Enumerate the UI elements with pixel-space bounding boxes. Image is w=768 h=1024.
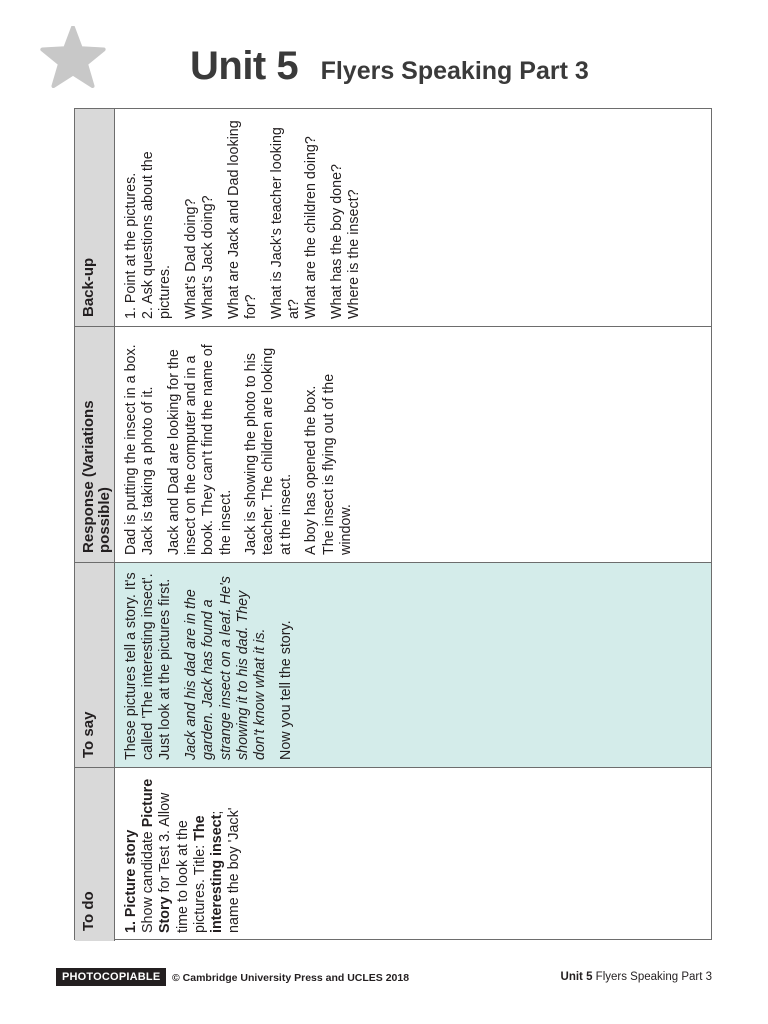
unit-title: Unit 5	[190, 44, 299, 88]
column-response	[75, 326, 711, 563]
column-backup	[75, 109, 711, 327]
page-title	[190, 44, 589, 89]
header-to-say-label: To say	[80, 711, 97, 758]
response-text: A boy has opened the box.	[303, 385, 320, 555]
column-to-do	[75, 767, 711, 941]
header-response-label: Response (Variations possible)	[80, 400, 113, 553]
backup-question: What are the children doing?	[303, 136, 320, 319]
star-icon	[40, 26, 106, 88]
unit-subtitle: Flyers Speaking Part 3	[320, 57, 589, 85]
to-do-instructions: Show candidate Picture Story for Test 3. Allow time to look at the pictures. Title: The interesting insect; name the boy 'Jack'	[140, 778, 243, 933]
cell-backup	[115, 109, 711, 327]
copyright-text: © Cambridge University Press and UCLES 2018	[172, 972, 410, 984]
header-to-do-label: To do	[80, 891, 97, 931]
backup-question: What has the boy done?	[329, 164, 346, 319]
backup-question: What are Jack and Dad looking for?	[226, 120, 260, 319]
to-say-intro: These pictures tell a story. It's called 'The interesting insect'. Just look at the pictures first.	[123, 572, 174, 760]
speaking-table	[74, 108, 712, 940]
response-text: Jack and Dad are looking for the insect on the computer and in a book. They can't find the name of the insect.	[165, 344, 234, 555]
footer-unit-label: Unit 5 Flyers Speaking Part 3	[560, 971, 712, 983]
cell-to-say	[115, 563, 711, 768]
backup-step-1: 1. Point at the pictures.	[123, 172, 139, 319]
photocopiable-badge: PHOTOCOPIABLE	[56, 968, 166, 986]
to-do-heading: 1. Picture story	[123, 829, 139, 933]
header-backup-label: Back-up	[80, 257, 97, 317]
to-say-story: Jack and his dad are in the garden. Jack has found a strange insect on a leaf. He's showing it to his dad. They don't know what it is.	[183, 576, 268, 760]
backup-step-2: 2. Ask questions about the pictures.	[140, 151, 174, 319]
response-text: Jack is showing the photo to his teacher. The children are looking at the insect.	[243, 347, 294, 555]
response-text: The insect is flying out of the window.	[320, 373, 354, 555]
backup-question: What is Jack's teacher looking at?	[268, 127, 303, 319]
column-header-response	[75, 327, 115, 563]
backup-question: What's Jack doing?	[200, 195, 217, 319]
column-header-to-say	[75, 563, 115, 768]
cell-response	[115, 327, 711, 563]
cell-to-do	[115, 768, 711, 941]
column-to-say	[75, 562, 711, 768]
column-header-backup	[75, 109, 115, 327]
to-say-closing: Now you tell the story.	[277, 620, 294, 760]
backup-question: Where is the insect?	[346, 189, 363, 319]
column-header-to-do	[75, 768, 115, 941]
backup-question: What's Dad doing?	[183, 198, 200, 319]
response-text: Dad is putting the insect in a box. Jack is taking a photo of it.	[123, 344, 157, 555]
